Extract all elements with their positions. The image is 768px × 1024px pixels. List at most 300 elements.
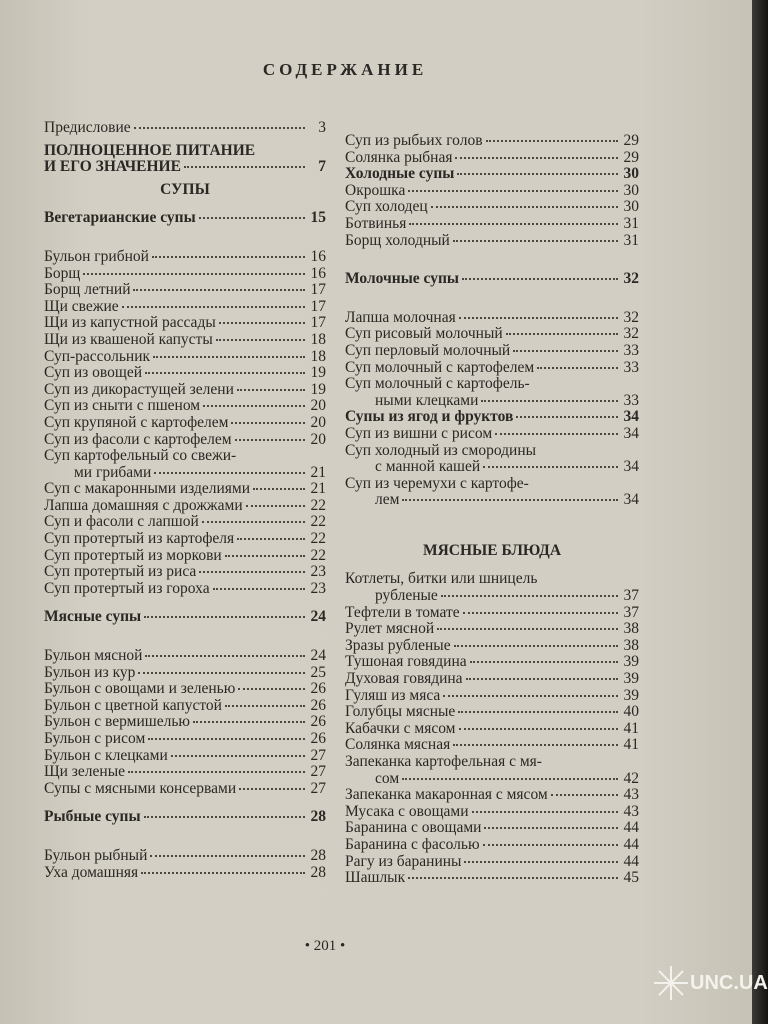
entry-page: 33 [623,341,639,359]
leader-dots [402,499,618,501]
leader-dots [481,400,618,402]
entry-page: 17 [310,281,326,299]
entry-page: 31 [623,214,639,232]
spacer [345,249,639,271]
entry-page: 32 [623,325,639,343]
leader-dots [128,771,305,773]
entry-title: Бульон грибной [44,248,149,265]
leader-dots [457,173,618,175]
entry-title: И ЕГО ЗНАЧЕНИЕ [44,159,181,176]
entry-title: Баранина с фасолью [345,836,480,853]
entry-title: Щи из капустной рассады [44,315,216,332]
entry-title: Голубцы мясные [345,704,456,721]
entry-title: Духовая говядина [345,671,463,688]
entry-title: Кабачки с мясом [345,720,456,737]
toc-entry [44,698,326,715]
toc-entry [345,671,639,688]
leader-dots [153,356,305,358]
entry-page: 41 [623,719,639,737]
entry-title: Молочные супы [345,271,460,288]
entry-page: 41 [623,736,639,754]
leader-dots [495,433,618,435]
entry-page: 34 [623,424,639,442]
entry-title: Суп протертый из риса [44,564,197,581]
leader-dots [225,705,305,707]
entry-title: ми грибами [74,464,152,481]
entry-title: СУПЫ [160,181,210,198]
entry-title: Шашлык [345,870,406,887]
leader-dots [133,289,305,291]
entry-page: 7 [318,158,326,176]
entry-page: 34 [623,491,639,509]
leader-dots [402,778,618,780]
entry-page: 42 [623,769,639,787]
toc-entry [345,183,639,200]
entry-title: Супы из ягод и фруктов [345,409,514,426]
entry-page: 22 [310,496,326,514]
leader-dots [144,816,305,818]
leader-dots [171,755,305,757]
entry-title: Гуляш из мяса [345,687,441,704]
leader-dots [513,350,618,352]
toc-entry [44,448,326,465]
entry-page: 31 [623,231,639,249]
entry-title: Окрошка [345,182,406,199]
leader-dots [225,555,305,557]
entry-page: 28 [310,846,326,864]
spacer [44,597,326,609]
leader-dots [150,855,305,857]
entry-page: 32 [623,270,639,288]
toc-entry [345,199,639,216]
leader-dots [459,317,618,319]
toc-entry [44,714,326,731]
leader-dots [193,721,305,723]
entry-title: Суп картофельный со свежи- [44,448,237,465]
toc-entry [44,648,326,665]
toc-entry [44,315,326,332]
entry-page: 19 [310,380,326,398]
entry-page: 44 [623,819,639,837]
leader-dots [516,416,618,418]
leader-dots [453,744,618,746]
leader-dots [219,322,305,324]
entry-title: сом [375,770,400,787]
entry-page: 26 [310,730,326,747]
entry-page: 34 [623,458,639,476]
toc-entry [345,326,639,343]
toc-entry [44,398,326,415]
page-title: СОДЕРЖАНИЕ [262,60,428,79]
entry-title: МЯСНЫЕ БЛЮДА [422,542,562,559]
entry-title: Бульон с вермишелью [44,714,190,731]
spacer [44,227,326,249]
entry-title: Ботвинья [345,215,407,232]
toc-entry [345,150,639,167]
entry-title: Запеканка картофельная с мя- [345,754,542,770]
entry-title: Бульон рыбный [44,847,148,864]
leader-dots [202,521,305,523]
entry-page: 3 [318,119,326,136]
toc-entry [44,349,326,366]
entry-title: Зразы рубленые [345,637,451,654]
toc-entry [345,787,639,804]
entry-page: 30 [623,198,639,216]
leader-dots [122,306,305,308]
toc-entry [345,870,639,887]
toc-entry [44,365,326,382]
entry-page: 20 [310,397,326,415]
toc-entry [44,865,326,882]
toc-entry [345,737,639,754]
leader-dots [145,372,305,374]
toc-entry [345,571,639,588]
toc-entry [345,443,639,460]
subsection-entry [44,210,326,227]
entry-title: Щи из квашеной капусты [44,331,213,348]
entry-title: Уха домашняя [44,864,139,881]
leader-dots [463,612,618,614]
entry-title: Суп из дикорастущей зелени [44,381,234,398]
subsection-entry [44,159,326,176]
toc-entry [44,681,326,698]
toc-entry [345,820,639,837]
toc-entry [44,564,326,581]
entry-page: 39 [623,670,639,688]
entry-page: 40 [623,703,639,721]
leader-dots [453,240,618,242]
spacer [345,559,639,571]
entry-page: 27 [310,746,326,764]
entry-title: Суп и фасоли с лапшой [44,514,199,531]
entry-title: Бульон с овощами и зеленью [44,681,236,698]
leader-dots [216,339,305,341]
entry-page: 18 [310,347,326,365]
leader-dots [141,872,305,874]
entry-page: 26 [310,680,326,698]
toc-entry [345,393,639,410]
watermark-text: UNC.UA [690,971,768,994]
leader-dots [238,688,305,690]
entry-page: 29 [623,132,639,149]
toc-entry [345,588,639,605]
leader-dots [537,367,618,369]
subsection-entry [44,143,326,160]
leader-dots [484,827,618,829]
entry-title: Суп крупяной с картофелем [44,414,229,431]
leader-dots [458,711,618,713]
entry-title: Запеканка макаронная с мясом [345,787,548,804]
entry-page: 43 [623,802,639,820]
toc-right-column [345,133,639,887]
entry-page: 37 [623,603,639,621]
entry-title: Суп холодец [345,199,428,216]
entry-title: Суп протертый из картофеля [44,531,235,548]
entry-page: 21 [310,480,326,498]
scan-edge [752,0,768,1024]
entry-title: лем [375,492,400,509]
toc-entry [44,432,326,449]
subsection-entry [44,609,326,626]
entry-title: Суп молочный с картофелем [345,359,535,376]
leader-dots [154,472,305,474]
entry-title: Бульон с рисом [44,731,146,747]
entry-page: 20 [310,413,326,431]
toc-entry [44,120,326,137]
entry-title: Холодные супы [345,166,455,183]
entry-title: Мусака с овощами [345,803,469,820]
entry-page: 20 [310,430,326,448]
leader-dots [408,877,618,879]
leader-dots [454,645,618,647]
subsection-entry [345,409,639,426]
toc-left-column [44,120,326,881]
entry-page: 24 [310,647,326,665]
spacer [44,826,326,848]
leader-dots [506,333,618,335]
toc-entry [44,848,326,865]
subsection-entry [44,809,326,826]
entry-page: 22 [310,513,326,531]
leader-dots [213,588,305,590]
leader-dots [464,861,618,863]
entry-page: 23 [310,563,326,581]
leader-dots [199,571,305,573]
leader-dots [237,389,305,391]
entry-title: Борщ летний [44,282,131,299]
spacer [345,531,639,543]
toc-entry [345,771,639,788]
leader-dots [203,405,305,407]
entry-title: Суп молочный с картофель- [345,376,530,393]
spacer [345,509,639,531]
toc-entry [345,343,639,360]
watermark [654,966,768,1000]
entry-page: 44 [623,852,639,870]
watermark-star-icon [654,966,688,1000]
toc-entry [44,498,326,515]
entry-title: Лапша молочная [345,309,456,326]
entry-title: Суп протертый из моркови [44,547,222,564]
entry-page: 25 [310,663,326,681]
entry-page: 16 [310,247,326,265]
leader-dots [239,788,305,790]
entry-page: 26 [310,696,326,714]
leader-dots [199,217,305,219]
leader-dots [459,728,619,730]
entry-page: 44 [623,835,639,853]
toc-entry [44,332,326,349]
entry-page: 17 [310,314,326,332]
toc-entry [345,837,639,854]
entry-title: Суп из рыбьих голов [345,133,483,149]
leader-dots [443,695,618,697]
section-heading [44,182,326,199]
leader-dots [441,595,618,597]
leader-dots [145,655,305,657]
entry-title: Солянка мясная [345,737,451,754]
entry-page: 39 [623,686,639,704]
toc-entry [345,654,639,671]
leader-dots [437,628,618,630]
entry-title: Бульон из кур [44,664,136,681]
entry-title: Бульон с клецками [44,747,168,764]
toc-entry [345,426,639,443]
leader-dots [483,466,618,468]
leader-dots [486,140,618,142]
leader-dots [466,678,618,680]
subsection-entry [345,271,639,288]
spacer [44,626,326,648]
toc-entry [44,748,326,765]
entry-title: Тефтели в томате [345,604,460,621]
toc-entry [345,804,639,821]
leader-dots [470,661,618,663]
entry-title: Суп рисовый молочный [345,326,503,343]
entry-title: Лапша домашняя с дрожжами [44,497,243,514]
entry-page: 37 [623,587,639,605]
toc-entry [345,704,639,721]
toc-entry [345,638,639,655]
toc-entry [345,376,639,393]
entry-title: Суп-рассольник [44,348,151,365]
toc-entry [44,531,326,548]
section-heading [345,543,639,560]
entry-page: 17 [310,297,326,315]
entry-title: Борщ холодный [345,232,450,249]
entry-page: 34 [623,408,639,426]
entry-title: Суп с макаронными изделиями [44,481,251,498]
entry-page: 18 [310,330,326,348]
entry-title: Предисловие [44,120,131,136]
toc-entry [44,481,326,498]
entry-title: Суп перловый молочный [345,342,511,359]
entry-title: Солянка рыбная [345,149,453,166]
entry-title: Суп из черемухи с картофе- [345,475,529,492]
entry-page: 28 [310,863,326,881]
entry-page: 43 [623,786,639,804]
entry-page: 27 [310,779,326,797]
leader-dots [455,157,618,159]
toc-entry [345,216,639,233]
entry-page: 30 [623,165,639,183]
leader-dots [246,505,305,507]
toc-entry [44,665,326,682]
toc-entry [44,764,326,781]
leader-dots [231,422,305,424]
entry-page: 32 [623,308,639,326]
toc-entry [345,854,639,871]
leader-dots [472,811,618,813]
toc-entry [44,266,326,283]
entry-page: 45 [623,869,639,887]
entry-title: Мясные супы [44,609,142,626]
leader-dots [409,223,618,225]
entry-title: Бульон с цветной капустой [44,697,222,714]
leader-dots [408,190,618,192]
toc-entry [345,476,639,493]
toc-entry [345,754,639,771]
entry-page: 15 [310,209,326,227]
entry-page: 21 [310,463,326,481]
toc-entry [44,465,326,482]
entry-title: Суп из сныти с пшеном [44,398,201,415]
entry-page: 33 [623,391,639,409]
page-number: • 201 • [304,938,346,954]
spacer [44,797,326,809]
toc-entry [44,282,326,299]
entry-page: 33 [623,358,639,376]
entry-title: Суп из вишни с рисом [345,425,493,442]
entry-title: Суп холодный из смородины [345,442,537,459]
entry-title: Суп из фасоли с картофелем [44,431,232,448]
leader-dots [483,844,618,846]
toc-entry [345,133,639,150]
spacer [44,198,326,210]
entry-page: 22 [310,546,326,564]
leader-dots [551,794,618,796]
leader-dots [134,127,305,129]
entry-page: 19 [310,364,326,382]
toc-entry [44,514,326,531]
leader-dots [138,672,305,674]
toc-entry [44,781,326,798]
entry-page: 38 [623,636,639,654]
entry-title: Бульон мясной [44,648,143,665]
entry-title: Щи зеленые [44,764,126,781]
leader-dots [144,616,305,618]
toc-entry [345,492,639,509]
subsection-entry [345,166,639,183]
entry-page: 23 [310,579,326,597]
leader-dots [83,273,305,275]
toc-entry [44,415,326,432]
entry-title: ными клецками [375,392,479,409]
entry-page: 26 [310,713,326,731]
entry-title: Суп протертый из гороха [44,580,210,597]
leader-dots [253,488,305,490]
entry-page: 22 [310,530,326,548]
toc-entry [345,688,639,705]
entry-title: Котлеты, битки или шницель [345,571,538,588]
entry-title: рубленые [375,588,438,605]
leader-dots [462,278,618,280]
entry-page: 30 [623,181,639,199]
entry-title: Суп из овощей [44,365,142,382]
leader-dots [237,538,305,540]
entry-title: Рулет мясной [345,621,435,638]
leader-dots [152,256,305,258]
entry-title: Щи свежие [44,298,119,315]
entry-title: Рагу из баранины [345,853,462,870]
entry-title: Тушоная говядина [345,654,467,671]
entry-page: 28 [310,808,326,826]
leader-dots [184,166,305,168]
toc-entry [44,299,326,316]
entry-title: Рыбные супы [44,809,141,826]
toc-entry [44,581,326,598]
entry-title: ПОЛНОЦЕННОЕ ПИТАНИЕ [44,142,256,159]
toc-entry [44,731,326,748]
leader-dots [431,206,618,208]
leader-dots [235,439,305,441]
entry-title: Супы с мясными консервами [44,780,237,797]
entry-page: 38 [623,620,639,638]
entry-page: 39 [623,653,639,671]
toc-entry [44,382,326,399]
entry-title: Вегетарианские супы [44,210,196,227]
entry-title: Баранина с овощами [345,820,482,837]
